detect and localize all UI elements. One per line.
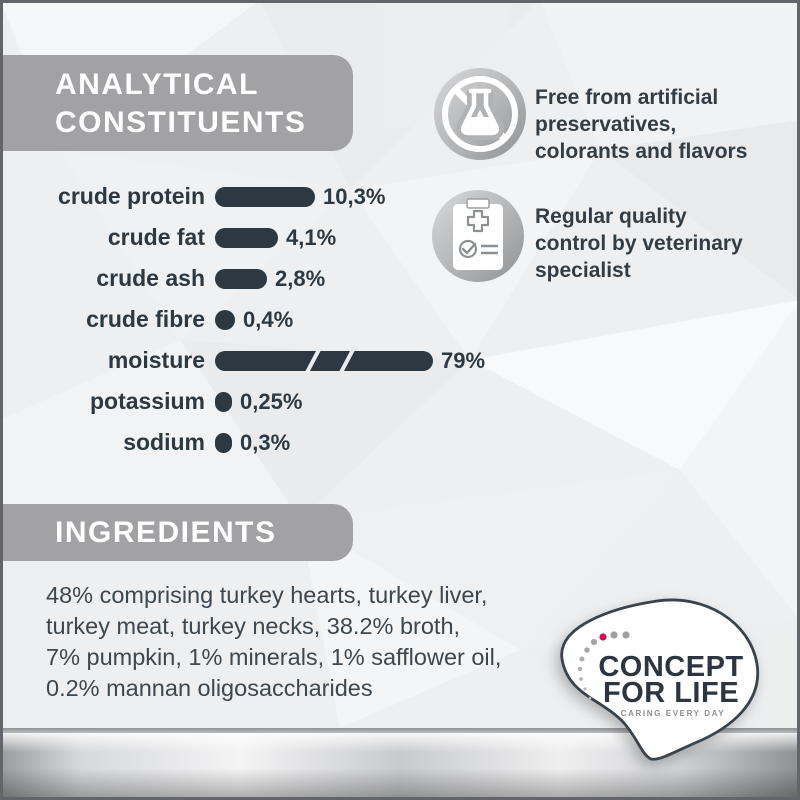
chart-row-label: crude protein	[58, 183, 205, 209]
chart-row-value: 0,3%	[240, 429, 291, 455]
ingredients-line: 7% pumpkin, 1% minerals, 1% safflower oil,	[46, 644, 502, 670]
badge-line: specialist	[535, 259, 631, 282]
chart-row-crude-fat	[0, 217, 485, 258]
chart-row-label: potassium	[89, 388, 205, 414]
chart-row-crude-fibre	[0, 299, 485, 340]
analytical-bar-chart	[0, 176, 485, 463]
chart-row-label: sodium	[123, 429, 205, 455]
chart-bar	[215, 228, 278, 248]
chart-row-value: 79%	[441, 347, 486, 373]
clipboard-glyph	[453, 199, 503, 270]
chart-row-crude-protein	[0, 176, 485, 217]
badge-text-quality-control	[535, 203, 743, 284]
quality-control-clipboard-icon	[431, 189, 525, 283]
chart-bar	[215, 187, 315, 207]
chart-row-value: 0,25%	[240, 388, 303, 414]
ingredients-line: 48% comprising turkey hearts, turkey liver,	[46, 582, 488, 608]
chart-row-label: crude fibre	[86, 306, 205, 332]
ingredients-text	[46, 580, 501, 704]
chart-bar	[215, 310, 235, 330]
chart-bar	[215, 433, 232, 453]
concept-for-life-logo	[553, 594, 768, 774]
chart-row-value: 10,3%	[323, 183, 386, 209]
header-line-2: CONSTITUENTS	[55, 106, 307, 139]
logo-brand-line-2: FOR LIFE	[602, 677, 740, 709]
chart-row-potassium	[0, 381, 485, 422]
axis-break-mark	[337, 345, 356, 377]
ingredients-line: turkey meat, turkey necks, 38.2% broth,	[46, 613, 461, 639]
chart-row-value: 4,1%	[286, 224, 337, 250]
chart-row-label: crude ash	[96, 265, 205, 291]
chart-row-label: crude fat	[107, 224, 205, 250]
axis-break-mark	[303, 345, 322, 377]
chart-row-label: moisture	[107, 347, 205, 373]
analytical-constituents-header	[0, 55, 353, 151]
chart-row-sodium	[0, 422, 485, 463]
badge-line: preservatives,	[535, 113, 677, 136]
chart-row-moisture	[0, 340, 485, 381]
header-line-1: ANALYTICAL	[55, 68, 259, 101]
badge-line: Regular quality	[535, 205, 687, 228]
badge-line: colorants and flavors	[535, 140, 748, 163]
logo-tagline: CARING EVERY DAY	[620, 709, 726, 718]
chart-row-crude-ash	[0, 258, 485, 299]
no-artificial-additives-icon	[433, 67, 527, 161]
chart-bar	[215, 269, 267, 289]
chart-bar	[215, 392, 232, 412]
chart-row-value: 2,8%	[275, 265, 326, 291]
logo-accent-dot	[599, 633, 606, 640]
ingredients-title: INGREDIENTS	[55, 515, 277, 549]
badge-line: control by veterinary	[535, 232, 743, 255]
chart-row-value: 0,4%	[243, 306, 294, 332]
chart-bar	[215, 351, 433, 371]
ingredients-header	[0, 504, 353, 561]
logo-brand-line-1: CONCEPT	[598, 651, 744, 683]
ingredients-line: 0.2% mannan oligosaccharides	[46, 675, 373, 701]
badge-text-free-from	[535, 84, 747, 165]
badge-line: Free from artificial	[535, 86, 719, 109]
